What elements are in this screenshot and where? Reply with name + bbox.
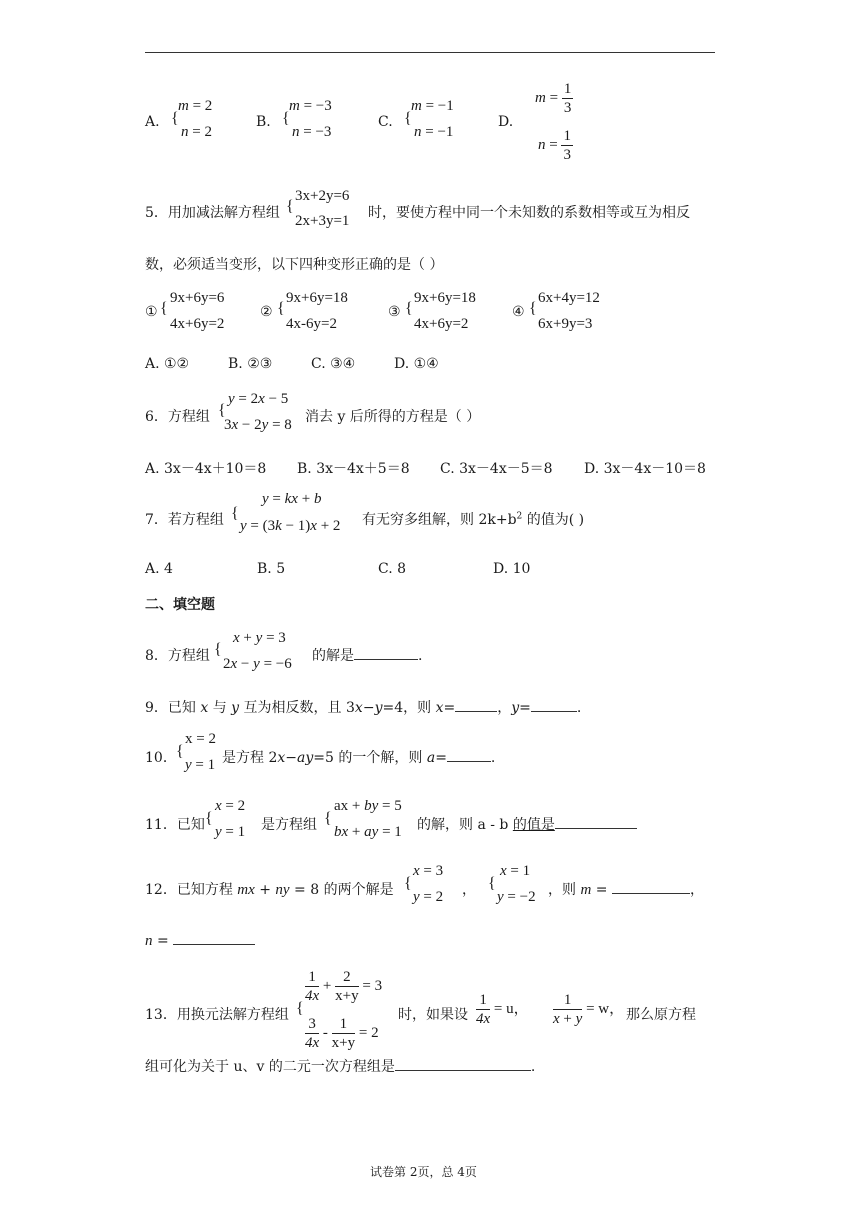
q7-option-d: D. 10 [493, 561, 531, 577]
q5-t2-eq2: 4x-6y=2 [286, 316, 337, 332]
q5-t1-eq1: 9x+6y=6 [170, 290, 225, 306]
q7-option-a: A. 4 [145, 561, 173, 577]
q5-t4-eq2: 6x+9y=3 [538, 316, 593, 332]
q8-eq2: 2x − y = −6 [223, 656, 292, 672]
brace-icon: { [176, 743, 184, 760]
brace-icon: { [231, 505, 239, 522]
q10-stem-part2: 是方程 2x−ay=5 的一个解，则 a= . [222, 750, 496, 766]
brace-icon: { [205, 810, 213, 827]
brace-icon: { [404, 875, 412, 892]
brace-icon: { [529, 300, 537, 317]
q6-eq2: 3x − 2y = 8 [224, 417, 292, 433]
q12-stem-part4: n = [145, 932, 255, 950]
q5-circle-3: ③ [388, 304, 401, 320]
q5-option-b: B. ②③ [228, 356, 273, 372]
q11-sol2: y = 1 [215, 824, 246, 840]
q6-option-b: B. 3x－4x＋5＝8 [297, 461, 410, 477]
brace-icon: { [171, 110, 179, 127]
q5-option-a: A. ①② [145, 356, 190, 372]
brace-icon: { [286, 198, 294, 215]
q7-option-b: B. 5 [257, 561, 286, 577]
q5-circle-4: ④ [512, 304, 525, 320]
q11-number: 11．已知 [145, 817, 205, 833]
q7-option-c: C. 8 [378, 561, 407, 577]
q7-eq1: y = kx + b [262, 491, 322, 507]
q6-number: 6．方程组 [145, 409, 210, 425]
q5-t2-eq1: 9x+6y=18 [286, 290, 348, 306]
q5-stem-part3: 数，必须适当变形，以下四种变形正确的是（ ） [145, 257, 444, 273]
q10-number: 10． [145, 750, 177, 766]
q6-stem-part2: 消去 y 后所得的方程是（ ） [305, 409, 481, 425]
q9-text: 9．已知 x 与 y 互为相反数，且 3x−y=4，则 x= ，y= . [145, 700, 582, 716]
q5-stem-part1: 5．用加减法解方程组 [145, 205, 280, 221]
q5-stem-part2: 时，要使方程中同一个未知数的系数相等或互为相反 [368, 205, 690, 221]
q12-comma: ， [462, 882, 476, 898]
q11-sol1: x = 2 [215, 798, 246, 814]
brace-icon: { [324, 810, 332, 827]
q13-number: 13．用换元法解方程组 [145, 1007, 289, 1023]
q5-circle-2: ② [260, 304, 273, 320]
q4-option-c-label: C. [378, 114, 393, 130]
q11-eq2: bx + ay = 1 [334, 824, 402, 840]
q13-eq2: $\frac{3}{4x}$ - $\frac{1}{x+y}$ = 2 [305, 1016, 379, 1051]
q4-c-line1: m = −1 [411, 98, 454, 114]
brace-icon: { [214, 641, 222, 658]
q10-eq1: x = 2 [185, 731, 216, 747]
q8-eq1: x + y = 3 [233, 630, 286, 646]
brace-icon: { [296, 1000, 304, 1017]
q8-number: 8．方程组 [145, 648, 210, 664]
q6-option-a: A. 3x－4x＋10＝8 [145, 461, 267, 477]
q6-option-d: D. 3x－4x－10＝8 [584, 461, 706, 477]
q12-sol1-y: y = 2 [413, 889, 444, 905]
header-rule [145, 52, 715, 53]
q4-option-b-label: B. [256, 114, 271, 130]
q8-stem-part2: 的解是 . [312, 648, 423, 664]
q4-d-line1: m = $\frac{1}{3}$ [535, 81, 572, 116]
q6-option-c: C. 3x－4x－5＝8 [440, 461, 553, 477]
q5-t3-eq2: 4x+6y=2 [414, 316, 469, 332]
q4-d-line2: n = $\frac{1}{3}$ [538, 128, 571, 163]
q7-stem-part2: 有无穷多组解，则 $2k+b^2$ 的值为( ) [362, 511, 585, 528]
q12-sol1-x: x = 3 [413, 863, 444, 879]
q12-stem-part3: ，则 m = ， [548, 882, 704, 898]
q12-stem-part1: 12．已知方程 mx + ny = 8 的两个解是 [145, 882, 394, 898]
brace-icon: { [405, 300, 413, 317]
page-footer: 试卷第 2页，总 4页 [370, 1165, 477, 1179]
q5-option-c: C. ③④ [311, 356, 356, 372]
q4-option-a-label: A. [145, 114, 160, 130]
q5-circle-1: ① [145, 304, 158, 320]
q4-c-line2: n = −1 [414, 124, 454, 140]
q5-eq1: 3x+2y=6 [295, 188, 350, 204]
brace-icon: { [404, 110, 412, 127]
brace-icon: { [218, 402, 226, 419]
q5-t1-eq2: 4x+6y=2 [170, 316, 225, 332]
q11-eq1: ax + by = 5 [334, 798, 402, 814]
q4-option-d-label: D. [498, 114, 514, 130]
q6-eq1: y = 2x − 5 [228, 391, 289, 407]
brace-icon: { [282, 110, 290, 127]
q5-t3-eq1: 9x+6y=18 [414, 290, 476, 306]
q12-sol2-x: x = 1 [500, 863, 531, 879]
q13-stem-part2: 时，如果设 [398, 1007, 468, 1023]
q12-sol2-y: y = −2 [497, 889, 536, 905]
q5-option-d: D. ①④ [394, 356, 439, 372]
q13-sub-u: $\frac{1}{4x}$ = u， [476, 992, 529, 1027]
q13-stem-part4: 组可化为关于 u、v 的二元一次方程组是 . [145, 1059, 536, 1075]
q10-eq2: y = 1 [185, 757, 216, 773]
q5-eq2: 2x+3y=1 [295, 213, 350, 229]
brace-icon: { [160, 300, 168, 317]
q7-number: 7．若方程组 [145, 512, 224, 528]
q11-stem-part2: 是方程组 [261, 817, 317, 833]
brace-icon: { [488, 875, 496, 892]
q11-stem-part3: 的解，则 a - b 的值是 [417, 814, 637, 834]
brace-icon: { [277, 300, 285, 317]
q4-b-line1: m = −3 [289, 98, 332, 114]
q4-a-line1: m = 2 [178, 98, 213, 114]
q13-stem-part3: 那么原方程 [626, 1007, 696, 1023]
q5-t4-eq1: 6x+4y=12 [538, 290, 600, 306]
q7-eq2: y = (3k − 1)x + 2 [240, 518, 341, 534]
q4-b-line2: n = −3 [292, 124, 332, 140]
q4-a-line2: n = 2 [181, 124, 212, 140]
q13-eq1: $\frac{1}{4x}$ + $\frac{2}{x+y}$ = 3 [305, 969, 383, 1004]
section-heading-fill-blank: 二、填空题 [145, 597, 215, 613]
q13-sub-w: $\frac{1}{x + y}$ = w， [553, 992, 625, 1027]
